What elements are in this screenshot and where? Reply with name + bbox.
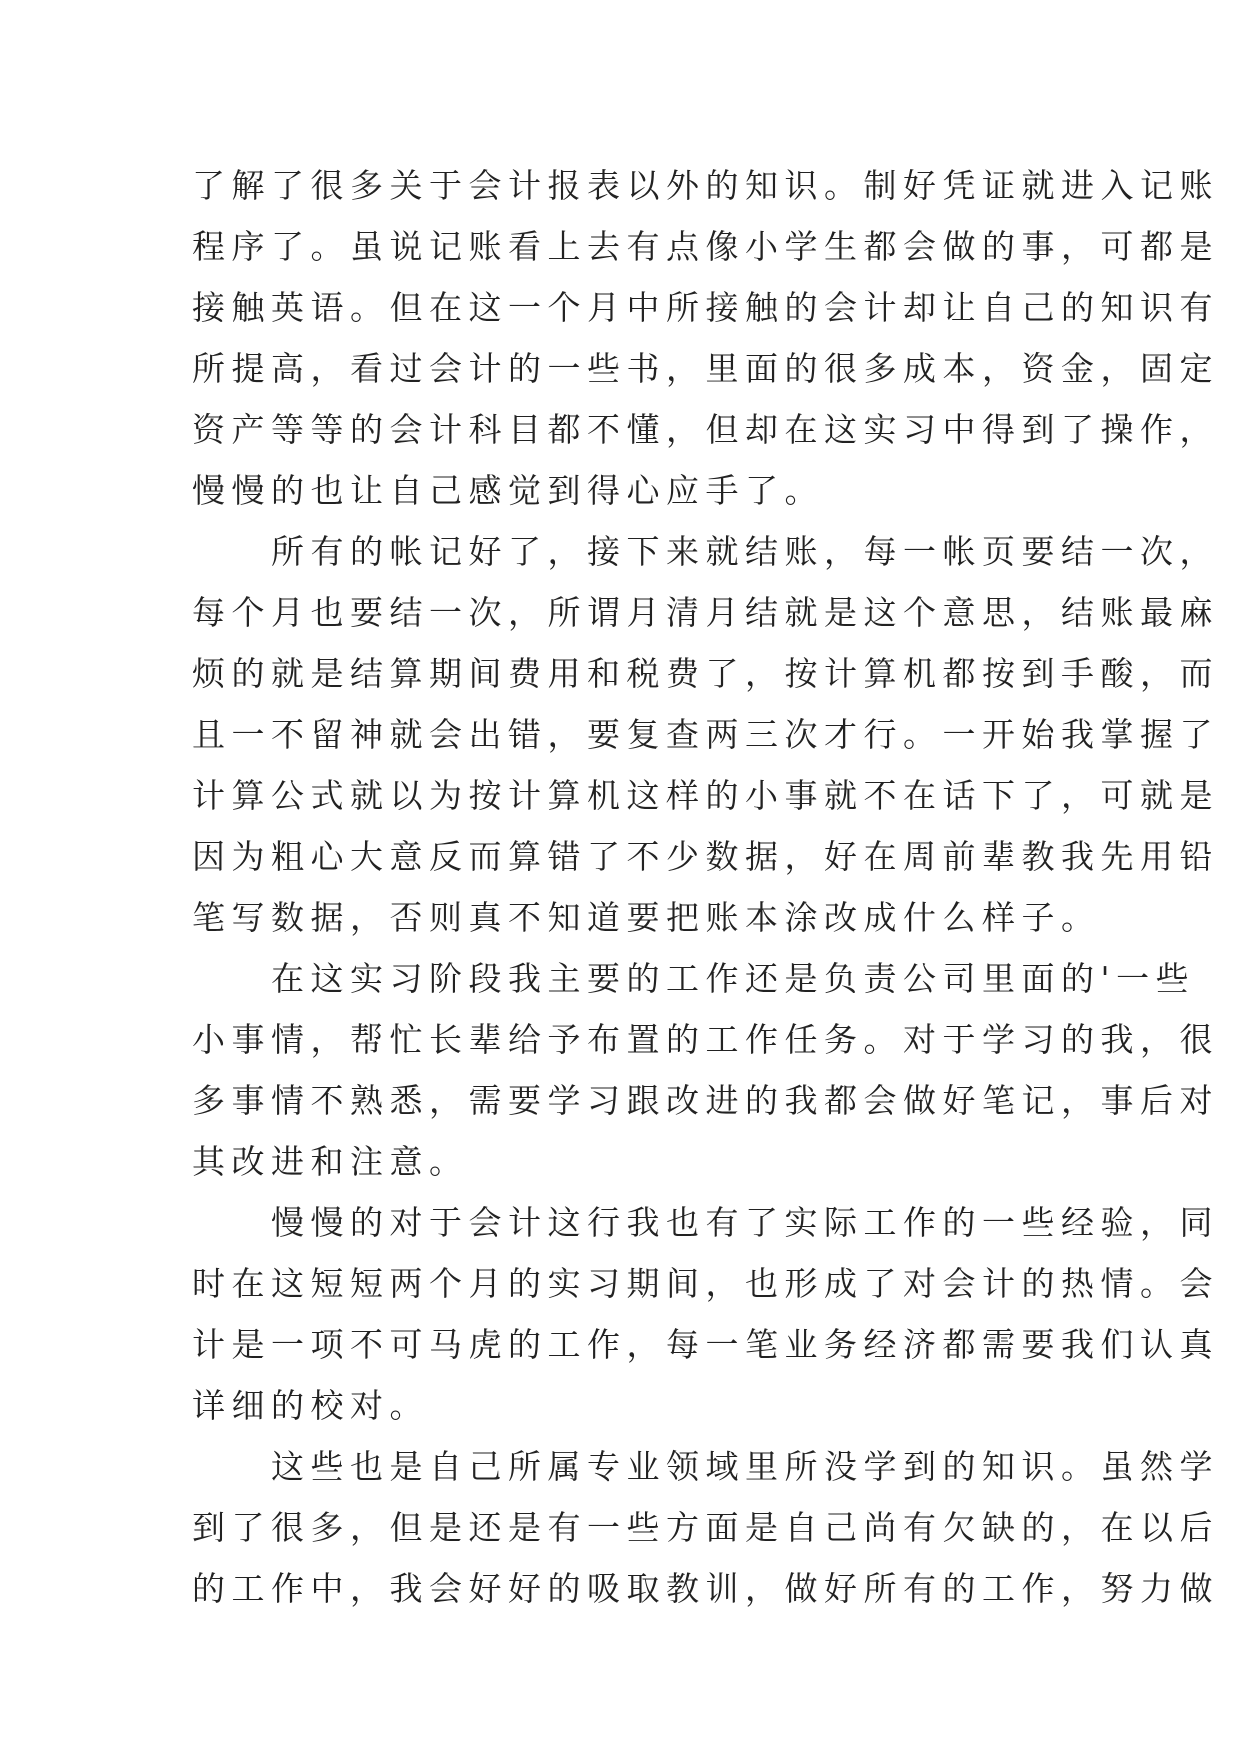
text-line: 详细的校对。 — [192, 1386, 429, 1425]
text-line: 每个月也要结一次，所谓月清月结就是这个意思，结账最麻 — [192, 593, 1219, 632]
text-line: 在这实习阶段我主要的工作还是负责公司里面的'一些 — [192, 959, 1196, 998]
text-line: 所有的帐记好了，接下来就结账，每一帐页要结一次， — [192, 532, 1219, 571]
text-line: 因为粗心大意反而算错了不少数据，好在周前辈教我先用铅 — [192, 837, 1219, 876]
text-line: 接触英语。但在这一个月中所接触的会计却让自己的知识有 — [192, 288, 1219, 327]
text-line: 慢慢的也让自己感觉到得心应手了。 — [192, 471, 824, 510]
text-line: 所提高，看过会计的一些书，里面的很多成本，资金，固定 — [192, 349, 1219, 388]
body-text — [192, 155, 1219, 1619]
text-line: 多事情不熟悉，需要学习跟改进的我都会做好笔记，事后对 — [192, 1081, 1219, 1120]
text-line: 了解了很多关于会计报表以外的知识。制好凭证就进入记账 — [192, 166, 1219, 205]
text-line: 的工作中，我会好好的吸取教训，做好所有的工作，努力做 — [192, 1569, 1219, 1608]
text-line: 计算公式就以为按计算机这样的小事就不在话下了，可就是 — [192, 776, 1219, 815]
text-line: 到了很多，但是还是有一些方面是自己尚有欠缺的，在以后 — [192, 1508, 1219, 1547]
text-line: 其改进和注意。 — [192, 1142, 469, 1181]
text-line: 且一不留神就会出错，要复查两三次才行。一开始我掌握了 — [192, 715, 1219, 754]
text-line: 小事情，帮忙长辈给予布置的工作任务。对于学习的我，很 — [192, 1020, 1219, 1059]
text-line: 时在这短短两个月的实习期间，也形成了对会计的热情。会 — [192, 1264, 1219, 1303]
text-line: 笔写数据，否则真不知道要把账本涂改成什么样子。 — [192, 898, 1101, 937]
text-line: 计是一项不可马虎的工作，每一笔业务经济都需要我们认真 — [192, 1325, 1219, 1364]
text-line: 资产等等的会计科目都不懂，但却在这实习中得到了操作， — [192, 410, 1219, 449]
text-line: 程序了。虽说记账看上去有点像小学生都会做的事，可都是 — [192, 227, 1219, 266]
text-line: 慢慢的对于会计这行我也有了实际工作的一些经验，同 — [192, 1203, 1219, 1242]
text-line: 烦的就是结算期间费用和税费了，按计算机都按到手酸，而 — [192, 654, 1219, 693]
text-line: 这些也是自己所属专业领域里所没学到的知识。虽然学 — [192, 1447, 1219, 1486]
